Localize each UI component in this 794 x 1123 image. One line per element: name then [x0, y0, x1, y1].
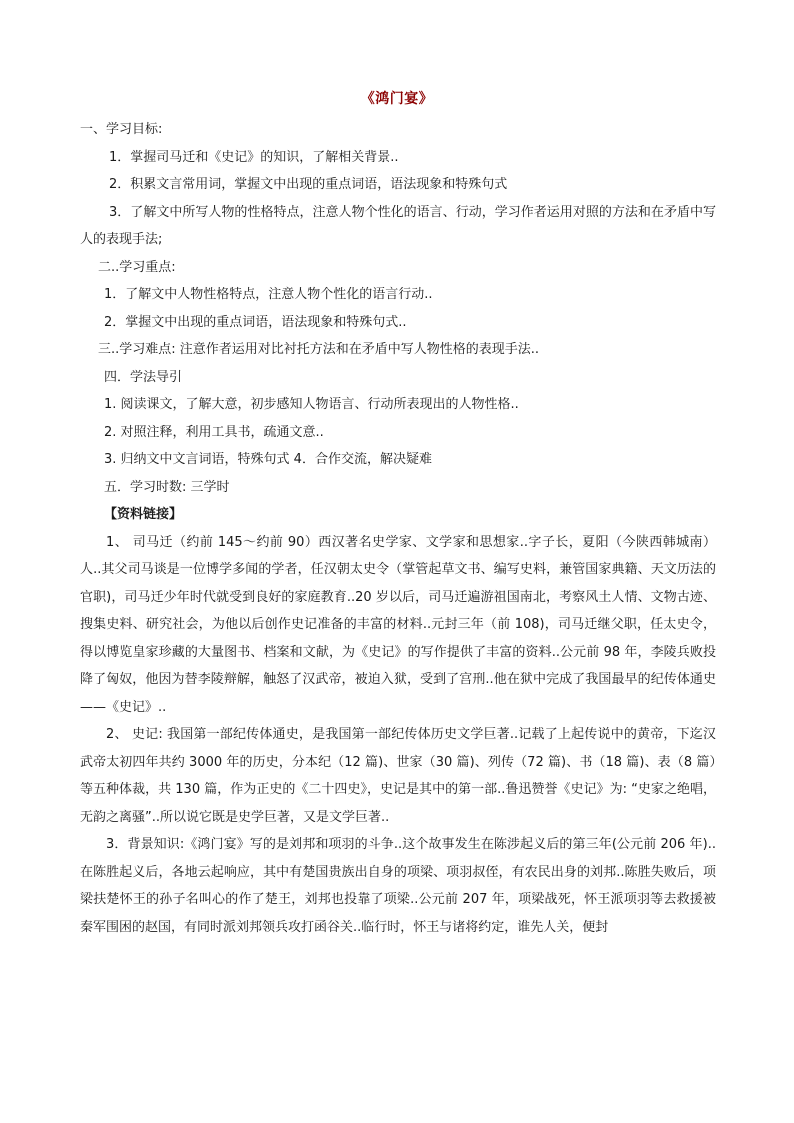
section-heading-difficulties: 三..学习难点: 注意作者运用对比衬托方法和在矛盾中写人物性格的表现手法..	[98, 342, 540, 357]
goal-item-2: 2．积累文言常用词，掌握文中出现的重点词语，语法现象和特殊句式	[109, 177, 508, 192]
key-point-item-1: 1．了解文中人物性格特点，注意人物个性化的语言行动..	[104, 287, 433, 302]
resource-paragraph-3: 3．背景知识:《鸿门宴》写的是刘邦和项羽的斗争..这个故事发生在陈涉起义后的第三年(公元前 206 年)..在陈胜起义后，各地云起响应，其中有楚国贵族出自身的项梁、项羽叔侄，有农民出身的刘邦..陈胜失败后，项梁扶楚怀王的孙子名叫心的作了楚王，刘邦也投靠了项梁..公元前 207 年，项梁战死，怀王派项羽等去救援被秦军围困的赵国，有同时派刘邦领兵攻打函谷关..临行时，怀王与诸将约定，谁先人关，便封	[80, 837, 716, 935]
goal-item-1: 1．掌握司马迁和《史记》的知识，了解相关背景..	[109, 149, 399, 165]
resource-paragraph-1: 1、 司马迁（约前 145～约前 90）西汉著名史学家、文学家和思想家..字子长，夏阳（今陕西韩城南）人..其父司马谈是一位博学多闻的学者，任汉朝太史令（掌管起草文书、编写史料，兼管国家典籍、天文历法的官职)，司马迁少年时代就受到良好的家庭教育..20 岁以后，司马迁遍游祖国南北，考察风土人情、文物古迹、搜集史料、研究社会，为他以后创作史记准备的丰富的材料..元封三年（前 108)，司马迁继父职，任太史令，得以博览皇家珍藏的大量图书、档案和文献，为《史记》的写作提供了丰富的资料..公元前 98 年，李陵兵败投降了匈奴，他因为替李陵辩解，触怒了汉武帝，被迫入狱，受到了宫刑..他在狱中完成了我国最早的纪传体通史——《史记》..	[80, 534, 716, 715]
method-item-3: 3. 归纳文中文言词语，特殊句式 4．合作交流，解决疑难	[104, 452, 432, 467]
section-heading-method: 四．学法导引	[104, 369, 183, 385]
resource-paragraph-2: 2、 史记: 我国第一部纪传体通史，是我国第一部纪传体历史文学巨著..记载了上起传说中的黄帝，下迄汉武帝太初四年共约 3000 年的历史，分本纪（12 篇)、世家（30 篇)、列传（72 篇)、书（18 篇)、表（8 篇）等五种体裁，共 130 篇，作为正史的《二十四史》，史记是其中的第一部..鲁迅赞誉《史记》为: “史家之绝唱，无韵之离骚”..所以说它既是史学巨著，又是文学巨著..	[80, 727, 716, 825]
section-heading-resources: 【资料链接】	[104, 507, 183, 522]
method-item-2: 2. 对照注释，利用工具书，疏通文意..	[104, 424, 324, 440]
section-heading-hours: 五．学习时数: 三学时	[104, 479, 230, 495]
document-title: 《鸿门宴》	[360, 91, 434, 107]
section-heading-goals: 一、学习目标:	[80, 122, 163, 137]
document-body	[80, 116, 716, 941]
section-heading-key-points: 二..学习重点:	[98, 259, 176, 275]
method-item-1: 1. 阅读课文，了解大意，初步感知人物语言、行动所表现出的人物性格..	[104, 397, 519, 412]
goal-item-3: 3．了解文中所写人物的性格特点，注意人物个性化的语言、行动，学习作者运用对照的方法和在矛盾中写人的表现手法;	[80, 204, 716, 247]
key-point-item-2: 2．掌握文中出现的重点词语，语法现象和特殊句式..	[104, 314, 407, 330]
